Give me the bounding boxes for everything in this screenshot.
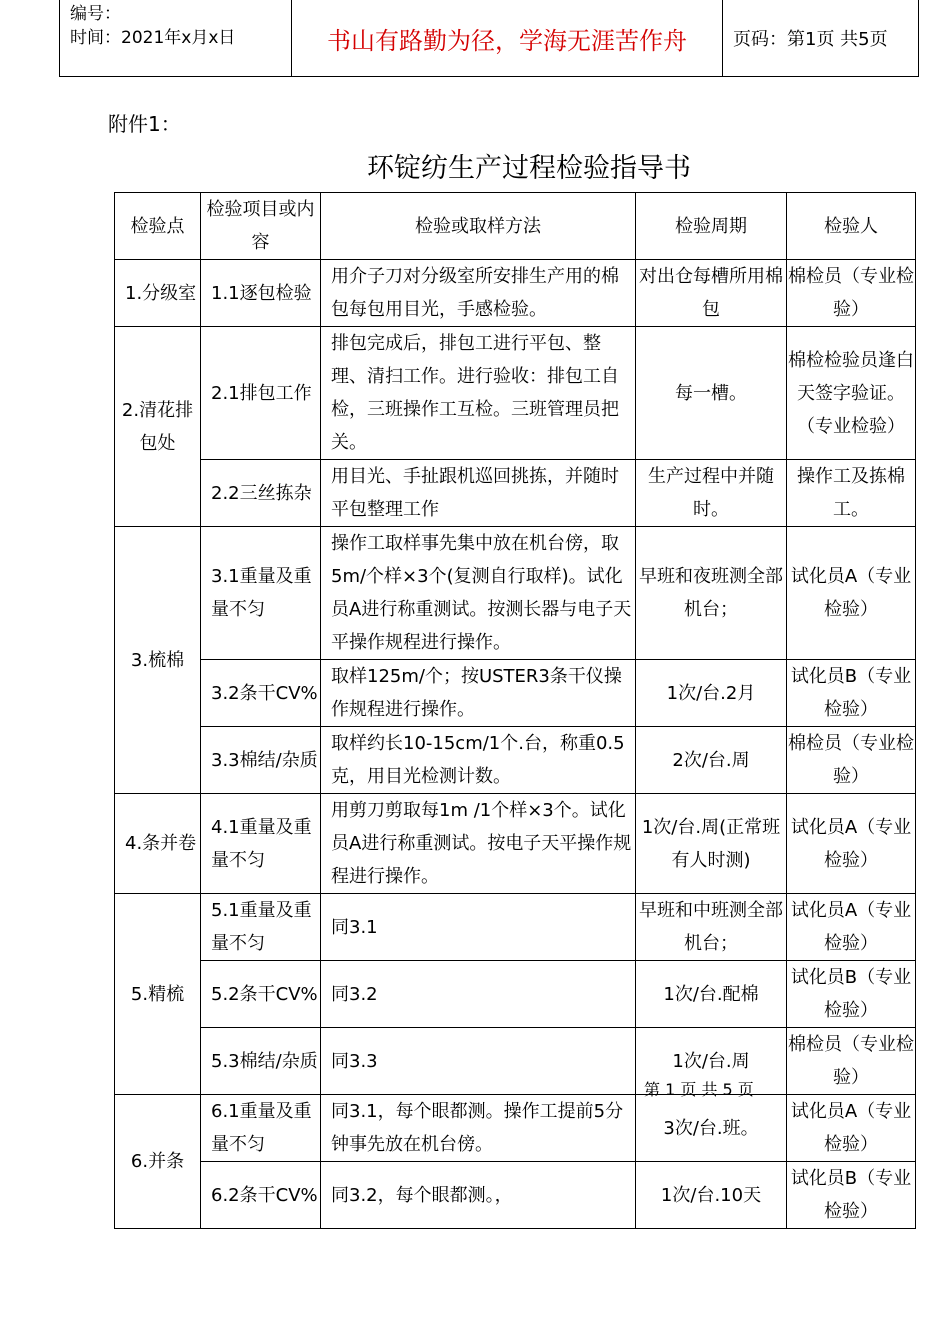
cell-item: 5.3棉结/杂质	[201, 1028, 321, 1095]
cell-method: 取样125m/个；按USTER3条干仪操作规程进行操作。	[321, 660, 636, 727]
cell-inspector: 试化员B（专业检验）	[787, 961, 916, 1028]
cell-point: 4.条并卷	[115, 794, 201, 894]
document-number-label: 编号：	[70, 4, 121, 24]
cell-cycle: 3次/台.班。	[636, 1095, 787, 1162]
header-inspection-method: 检验或取样方法	[321, 193, 636, 260]
table-row	[115, 1162, 916, 1229]
cell-method: 排包完成后，排包工进行平包、整理、清扫工作。进行验收：排包工自检，三班操作工互检。三班管理员把关。	[321, 327, 636, 460]
document-title: 环锭纺生产过程检验指导书	[367, 153, 691, 184]
header-meta	[60, 0, 292, 76]
cell-method: 同3.1，每个眼都测。操作工提前5分钟事先放在机台傍。	[321, 1095, 636, 1162]
table-row	[115, 894, 916, 961]
cell-item: 2.2三丝拣杂	[201, 460, 321, 527]
cell-inspector: 棉检员（专业检验）	[787, 727, 916, 794]
document-time-label: 时间：2021年x月x日	[70, 28, 236, 48]
cell-cycle: 早班和中班测全部机台；	[636, 894, 787, 961]
header-page-number: 页码：第1页 共5页	[733, 29, 888, 50]
cell-cycle: 2次/台.周	[636, 727, 787, 794]
cell-cycle: 1次/台.2月	[636, 660, 787, 727]
cell-point: 6.并条	[115, 1095, 201, 1229]
table-row	[115, 527, 916, 660]
cell-item: 4.1重量及重量不匀	[201, 794, 321, 894]
cell-cycle: 早班和夜班测全部机台；	[636, 527, 787, 660]
table-row	[115, 260, 916, 327]
attachment-label: 附件1：	[108, 112, 181, 136]
page-footer: 第 1 页 共 5 页	[644, 1080, 754, 1099]
cell-point: 5.精梳	[115, 894, 201, 1095]
table-row	[115, 660, 916, 727]
cell-inspector: 试化员A（专业检验）	[787, 794, 916, 894]
cell-cycle: 对出仓每槽所用棉包	[636, 260, 787, 327]
cell-item: 3.2条干CV%	[201, 660, 321, 727]
table-row	[115, 460, 916, 527]
cell-point: 3.梳棉	[115, 527, 201, 794]
cell-method: 同3.1	[321, 894, 636, 961]
table-row	[115, 1028, 916, 1095]
cell-item: 5.1重量及重量不匀	[201, 894, 321, 961]
cell-inspector: 试化员B（专业检验）	[787, 1162, 916, 1229]
cell-method: 操作工取样事先集中放在机台傍，取5m/个样×3个(复测自行取样)。试化员A进行称重测试。按测长器与电子天平操作规程进行操作。	[321, 527, 636, 660]
header-inspection-item: 检验项目或内容	[201, 193, 321, 260]
cell-point: 2.清花排包处	[115, 327, 201, 527]
cell-method: 用剪刀剪取每1m /1个样×3个。试化员A进行称重测试。按电子天平操作规程进行操作。	[321, 794, 636, 894]
cell-method: 同3.3	[321, 1028, 636, 1095]
cell-inspector: 棉检检验员逢白天签字验证。（专业检验）	[787, 327, 916, 460]
cell-method: 用介子刀对分级室所安排生产用的棉包每包用目光，手感检验。	[321, 260, 636, 327]
cell-cycle: 1次/台.周	[636, 1028, 787, 1095]
header-inspector: 检验人	[787, 193, 916, 260]
document-header	[59, 0, 919, 77]
cell-method: 同3.2	[321, 961, 636, 1028]
cell-cycle: 1次/台.配棉	[636, 961, 787, 1028]
table-row	[115, 327, 916, 460]
header-inspection-cycle: 检验周期	[636, 193, 787, 260]
cell-inspector: 试化员A（专业检验）	[787, 894, 916, 961]
cell-inspector: 棉检员（专业检验）	[787, 1028, 916, 1095]
header-motto: 书山有路勤为径，学海无涯苦作舟	[292, 0, 723, 76]
cell-item: 5.2条干CV%	[201, 961, 321, 1028]
cell-inspector: 试化员B（专业检验）	[787, 660, 916, 727]
cell-inspector: 试化员A（专业检验）	[787, 1095, 916, 1162]
table-header-row	[115, 193, 916, 260]
cell-item: 6.1重量及重量不匀	[201, 1095, 321, 1162]
cell-point: 1.分级室	[115, 260, 201, 327]
cell-cycle: 每一槽。	[636, 327, 787, 460]
table-row	[115, 727, 916, 794]
cell-method: 取样约长10-15cm/1个.台，称重0.5克，用目光检测计数。	[321, 727, 636, 794]
inspection-table	[114, 192, 916, 1229]
cell-cycle: 1次/台.周(正常班有人时测)	[636, 794, 787, 894]
cell-item: 2.1排包工作	[201, 327, 321, 460]
cell-item: 6.2条干CV%	[201, 1162, 321, 1229]
table-row	[115, 961, 916, 1028]
cell-item: 3.1重量及重量不匀	[201, 527, 321, 660]
cell-method: 用目光、手扯跟机巡回挑拣，并随时平包整理工作	[321, 460, 636, 527]
table-row	[115, 794, 916, 894]
cell-inspector: 棉检员（专业检验）	[787, 260, 916, 327]
cell-inspector: 操作工及拣棉工。	[787, 460, 916, 527]
cell-cycle: 1次/台.10天	[636, 1162, 787, 1229]
cell-cycle: 生产过程中并随时。	[636, 460, 787, 527]
cell-inspector: 试化员A（专业检验）	[787, 527, 916, 660]
cell-method: 同3.2，每个眼都测。，	[321, 1162, 636, 1229]
table-row	[115, 1095, 916, 1162]
cell-item: 3.3棉结/杂质	[201, 727, 321, 794]
header-inspection-point: 检验点	[115, 193, 201, 260]
cell-item: 1.1逐包检验	[201, 260, 321, 327]
